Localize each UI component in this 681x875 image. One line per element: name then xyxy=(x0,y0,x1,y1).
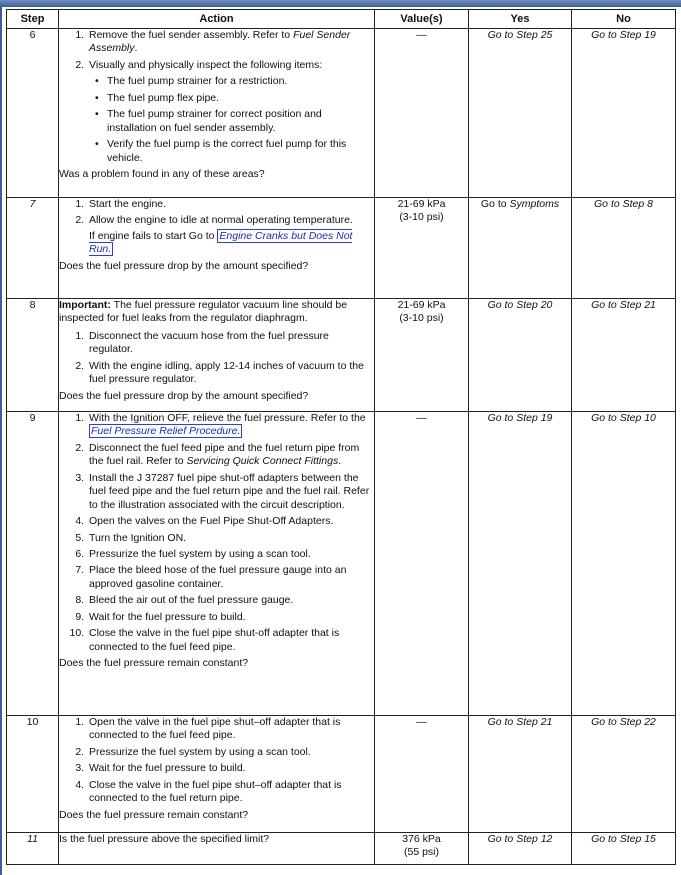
step-number: 6 xyxy=(7,29,59,198)
list-item: 4. Close the valve in the fuel pipe shut–off adapter that is connected to the fuel return pipe. xyxy=(87,779,374,806)
list-item: 2. Allow the engine to idle at normal operating temperature. If engine fails to start Go to Engine Cranks but Does Not Run. xyxy=(87,214,374,256)
list-item: 8. Bleed the air out of the fuel pressure gauge. xyxy=(87,594,374,607)
list-item: 1. Remove the fuel sender assembly. Refer to Fuel Sender Assembly. xyxy=(87,29,374,56)
list-item: 7. Place the bleed hose of the fuel pressure gauge into an approved gasoline container. xyxy=(87,564,374,591)
no-cell: Go to Step 19 xyxy=(572,29,676,198)
no-cell: Go to Step 15 xyxy=(572,833,676,865)
value-psi: (3-10 psi) xyxy=(399,211,444,224)
value-cell xyxy=(375,833,469,865)
table-row-step-11 xyxy=(7,833,676,865)
bullet-item: • The fuel pump strainer for correct position and installation on fuel sender assembly. xyxy=(107,108,374,135)
list-item: 1. Start the engine. xyxy=(87,198,374,211)
step-number: 10 xyxy=(7,716,59,833)
value-psi: (3-10 psi) xyxy=(399,312,444,325)
window-top-bar xyxy=(0,0,681,7)
no-cell: Go to Step 22 xyxy=(572,716,676,833)
bullet-item: • The fuel pump flex pipe. xyxy=(107,92,374,105)
yes-cell: Go to Step 19 xyxy=(469,412,572,716)
value-kpa: 21-69 kPa xyxy=(397,198,446,210)
bullet-list xyxy=(89,75,374,165)
list-item: 2. With the engine idling, apply 12-14 inches of vacuum to the fuel pressure regulator. xyxy=(87,360,374,387)
header-step: Step xyxy=(7,10,59,29)
list-item: 2. Visually and physically inspect the following items: • The fuel pump strainer for a restriction. • The fuel pump flex pipe. • The fuel pump strainer for correct position and installation on fuel sender assembly. • Verify the fuel pump is the correct fuel pump for this vehicle. xyxy=(87,59,374,165)
reference-text: Fuel Sender Assembly xyxy=(89,29,351,55)
bullet-item: • The fuel pump strainer for a restriction. xyxy=(107,75,374,88)
list-item: 3. Install the J 37287 fuel pipe shut-off adapters between the fuel feed pipe and the fuel return pipe and the fuel rail. Refer to the illustration associated with the circuit description. xyxy=(87,472,374,512)
header-values: Value(s) xyxy=(375,10,469,29)
step-number: 8 xyxy=(7,299,59,412)
table-row-step-9 xyxy=(7,412,676,716)
list-item: 1. Disconnect the vacuum hose from the fuel pressure regulator. xyxy=(87,330,374,357)
list-item: 1. With the Ignition OFF, relieve the fuel pressure. Refer to the Fuel Pressure Relief Procedure. xyxy=(87,412,374,439)
list-item: 3. Wait for the fuel pressure to build. xyxy=(87,762,374,775)
value-cell: — xyxy=(375,412,469,716)
yes-cell: Go to Symptoms xyxy=(469,198,572,299)
action-list xyxy=(59,198,374,257)
action-cell xyxy=(59,198,375,299)
yes-cell: Go to Step 25 xyxy=(469,29,572,198)
step-number: 7 xyxy=(7,198,59,299)
list-item: 1. Open the valve in the fuel pipe shut–off adapter that is connected to the fuel feed pipe. xyxy=(87,716,374,743)
action-list xyxy=(59,716,374,806)
table-row-step-6 xyxy=(7,29,676,198)
list-item: 4. Open the valves on the Fuel Pipe Shut-Off Adapters. xyxy=(87,515,374,528)
question-text: Does the fuel pressure remain constant? xyxy=(59,808,249,821)
bullet-item: • Verify the fuel pump is the correct fuel pump for this vehicle. xyxy=(107,138,374,165)
step-number: 11 xyxy=(7,833,59,865)
engine-cranks-link[interactable]: Engine Cranks but Does Not Run. xyxy=(89,229,353,256)
question-text: Is the fuel pressure above the specified limit? xyxy=(59,833,270,845)
yes-cell: Go to Step 20 xyxy=(469,299,572,412)
action-cell xyxy=(59,833,375,865)
important-note: Important: The fuel pressure regulator vacuum line should be inspected for fuel leaks from the regulator diaphragm. xyxy=(59,299,348,325)
header-row xyxy=(7,10,676,29)
value-cell: — xyxy=(375,716,469,833)
value-cell xyxy=(375,299,469,412)
table-row-step-7 xyxy=(7,198,676,299)
question-text: Does the fuel pressure remain constant? xyxy=(59,657,249,669)
list-item: 5. Turn the Ignition ON. xyxy=(87,532,374,545)
list-item: 6. Pressurize the fuel system by using a scan tool. xyxy=(87,548,374,561)
list-item: 10. Close the valve in the fuel pipe shut-off adapter that is connected to the fuel feed pipe. xyxy=(87,627,374,654)
table-row-step-8 xyxy=(7,299,676,412)
action-list xyxy=(59,412,374,654)
action-cell xyxy=(59,299,375,412)
question-text: Does the fuel pressure drop by the amount specified? xyxy=(59,259,309,272)
question-text: Was a problem found in any of these areas? xyxy=(59,167,265,180)
table-row-step-10 xyxy=(7,716,676,833)
value-kpa: 21-69 kPa xyxy=(397,299,446,311)
no-cell: Go to Step 21 xyxy=(572,299,676,412)
no-cell: Go to Step 10 xyxy=(572,412,676,716)
value-psi: (55 psi) xyxy=(403,846,439,859)
step-number: 9 xyxy=(7,412,59,716)
action-list xyxy=(59,29,374,165)
symptoms-ref: Symptoms xyxy=(509,198,560,210)
action-cell xyxy=(59,29,375,198)
action-list xyxy=(59,330,374,387)
value-cell xyxy=(375,198,469,299)
question-text: Does the fuel pressure drop by the amount specified? xyxy=(59,389,309,402)
value-kpa: 376 kPa xyxy=(402,833,441,845)
no-cell: Go to Step 8 xyxy=(572,198,676,299)
list-item: 2. Disconnect the fuel feed pipe and the fuel return pipe from the fuel rail. Refer to Servicing Quick Connect Fittings. xyxy=(87,442,374,469)
list-item: 2. Pressurize the fuel system by using a scan tool. xyxy=(87,746,374,759)
list-item: 9. Wait for the fuel pressure to build. xyxy=(87,611,374,624)
header-no: No xyxy=(572,10,676,29)
yes-cell: Go to Step 21 xyxy=(469,716,572,833)
action-cell xyxy=(59,716,375,833)
yes-cell: Go to Step 12 xyxy=(469,833,572,865)
fuel-pressure-relief-link[interactable]: Fuel Pressure Relief Procedure. xyxy=(91,425,241,438)
note-text: If engine fails to start Go to Engine Cranks but Does Not Run. xyxy=(89,229,353,256)
header-action: Action xyxy=(59,10,375,29)
reference-text: Servicing Quick Connect Fittings xyxy=(186,455,339,468)
action-cell xyxy=(59,412,375,716)
header-yes: Yes xyxy=(469,10,572,29)
value-cell: — xyxy=(375,29,469,198)
diagnostic-table xyxy=(6,9,676,865)
